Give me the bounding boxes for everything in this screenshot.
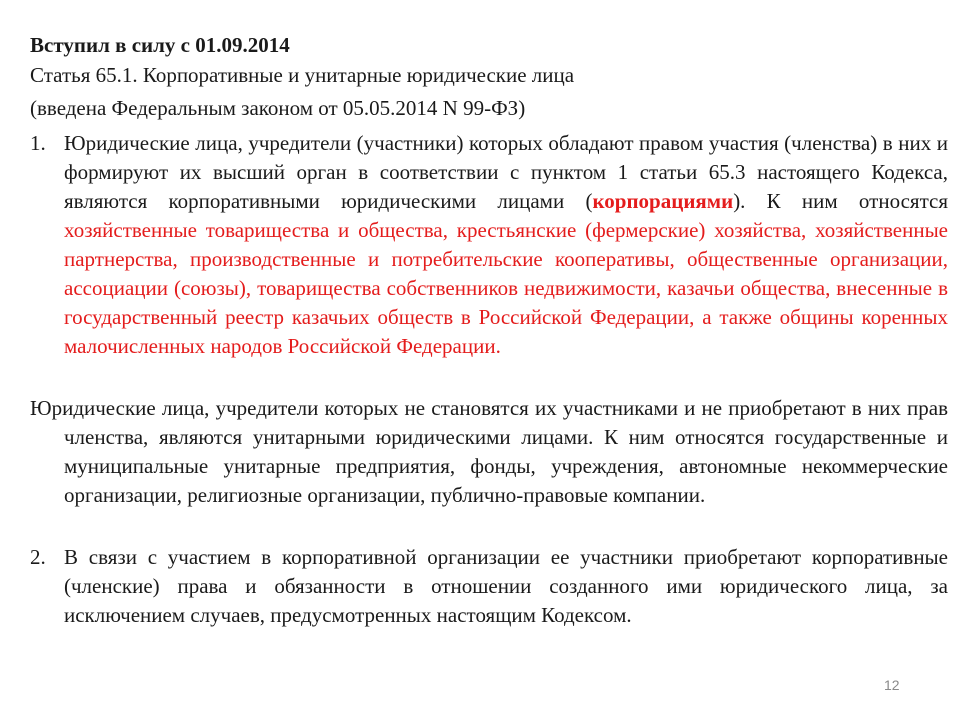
introduced-note: (введена Федеральным законом от 05.05.2014 N 99-ФЗ) [30, 96, 526, 120]
article-title: Статья 65.1. Корпоративные и унитарные юридические лица [30, 63, 575, 87]
slide-number: 12 [884, 677, 900, 693]
corporations-term: корпорациями [592, 189, 734, 213]
effective-date-line: Вступил в силу с 01.09.2014 [30, 33, 290, 57]
unitary-paragraph: Юридические лица, учредители которых не становятся их участниками и не приобретают в них прав членства, являются унитарными юридическими лицами. К ним относятся государственные и муниципальные унитарные предприятия, фонды, учреждения, автономные некоммерческие организации, религиозные организации, публично-правовые компании. [30, 396, 948, 507]
item-1-paragraph [30, 129, 948, 361]
item-1-intro: Юридические лица, учредители (участники) которых обладают правом участия (членства) в них и формируют их высший орган в соответствии с пунктом 1 статьи 65.3 настоящего Кодекса, являются корпоративными юридическими лицами ( [64, 131, 948, 213]
item-1-after-term: ). К ним относятся [733, 189, 948, 213]
item-1-body [64, 129, 948, 361]
item-2-paragraph [30, 543, 948, 630]
item-1-number: 1. [30, 131, 46, 155]
corporations-list: хозяйственные товарищества и общества, крестьянские (фермерские) хозяйства, хозяйственные партнерства, производственные и потребительские кооперативы, общественные организации, ассоциации (союзы), товарищества собственников недвижимости, казачьи общества, внесенные в государственный реестр казачьих обществ в Российской Федерации, а также общины коренных малочисленных народов Российской Федерации. [64, 218, 948, 358]
item-2-body: В связи с участием в корпоративной организации ее участники приобретают корпоративные (членские) права и обязанности в отношении созданного ими юридического лица, за исключением случаев, предусмотренных настоящим Кодексом. [64, 545, 948, 627]
item-2-number: 2. [30, 545, 46, 569]
